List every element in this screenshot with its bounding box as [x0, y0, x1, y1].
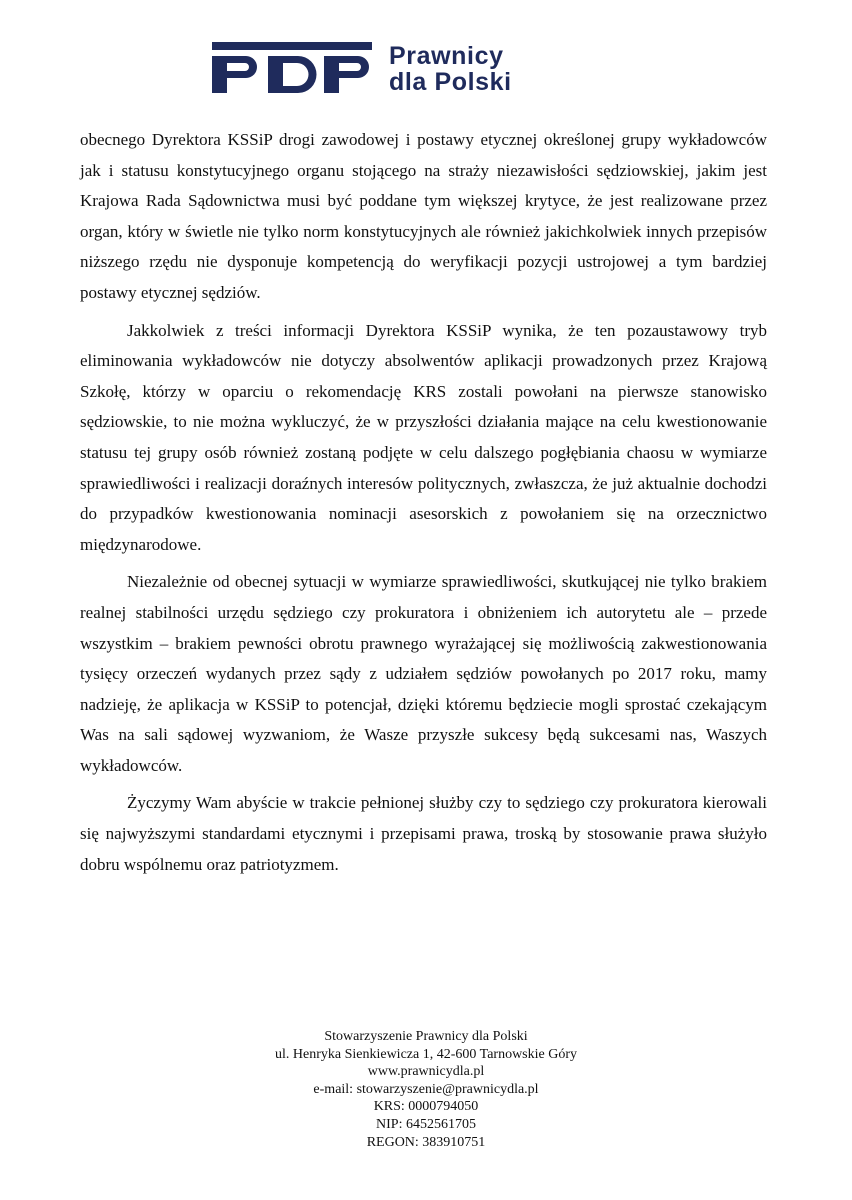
paragraph-3: Niezależnie od obecnej sytuacji w wymiarze sprawiedliwości, skutkującej nie tylko brakiem realnej stabilności urzędu sędziego czy prokuratora i obniżeniem ich autorytetu ale – przede wszystkim – brakiem pewności obrotu prawnego wyrażającej się możliwością zakwestionowania tysięcy orzeczeń wydanych przez sądy z udziałem sędziów powołanych po 2017 roku, mamy nadzieję, że aplikacja w KSSiP to potencjał, dzięki któremu będziecie mogli sprostać czekającym Was na sali sądowej wyzwaniom, że Wasze przyszłe sukcesy będą sukcesami nas, Waszych wykładowców. — [80, 572, 767, 775]
logo-name-line2: dla Polski — [389, 68, 512, 96]
footer-address: ul. Henryka Sienkiewicza 1, 42-600 Tarnowskie Góry — [274, 1046, 578, 1062]
paragraph-2: Jakkolwiek z treści informacji Dyrektora KSSiP wynika, że ten pozaustawowy tryb eliminowania wykładowców nie dotyczy absolwentów aplikacji prowadzonych przez Krajową Szkołę, którzy w oparciu o rekomendację KRS zostali powołani na pierwsze stanowisko sędziowskie, to nie można wykluczyć, że w przyszłości działania mające na celu kwestionowanie statusu tej grupy osób również zostaną podjęte w celu dalszego pogłębiania chaosu w wymiarze sprawiedliwości i realizacji doraźnych interesów politycznych, zwłaszcza, że już aktualnie dochodzi do przypadków kwestionowania nominacji asesorskich z powołaniem się na orzecznictwo międzynarodowe. — [80, 320, 767, 554]
footer-regon: REGON: 383910751 — [366, 1134, 486, 1150]
footer — [0, 1028, 852, 1151]
paragraph-1: obecnego Dyrektora KSSiP drogi zawodowej i postawy etycznej określonej grupy wykładowców jak i statusu konstytucyjnego organu stojącego na straży niezawisłości sędziowskiej, jakim jest Krajowa Rada Sądownictwa musi być poddane tym większej krytyce, że jest realizowane przez organ, który w świetle nie tylko norm konstytucyjnych ale również jakichkolwiek innych przepisów niższego rzędu nie dysponuje kompetencją do weryfikacji pozycji ustrojowej a tym bardziej postawy etycznej sędziów. — [80, 130, 767, 302]
footer-nip: NIP: 6452561705 — [376, 1116, 476, 1132]
paragraph-4: Życzymy Wam abyście w trakcie pełnionej służby czy to sędziego czy prokuratora kierowali się najwyższymi standardami etycznymi i przepisami prawa, troską by stosowanie prawa służyło dobru wspólnemu oraz patriotyzmem. — [80, 793, 767, 874]
pdp-monogram-icon — [212, 42, 372, 94]
footer-org-name: Stowarzyszenie Prawnicy dla Polski — [324, 1029, 528, 1044]
letter-body — [80, 125, 767, 887]
footer-krs: KRS: 0000794050 — [373, 1099, 479, 1115]
footer-email: e-mail: stowarzyszenie@prawnicydla.pl — [313, 1081, 539, 1097]
logo-name-line1: Prawnicy — [389, 42, 504, 70]
pdp-logo — [212, 40, 572, 100]
footer-website: www.prawnicydla.pl — [367, 1064, 485, 1080]
